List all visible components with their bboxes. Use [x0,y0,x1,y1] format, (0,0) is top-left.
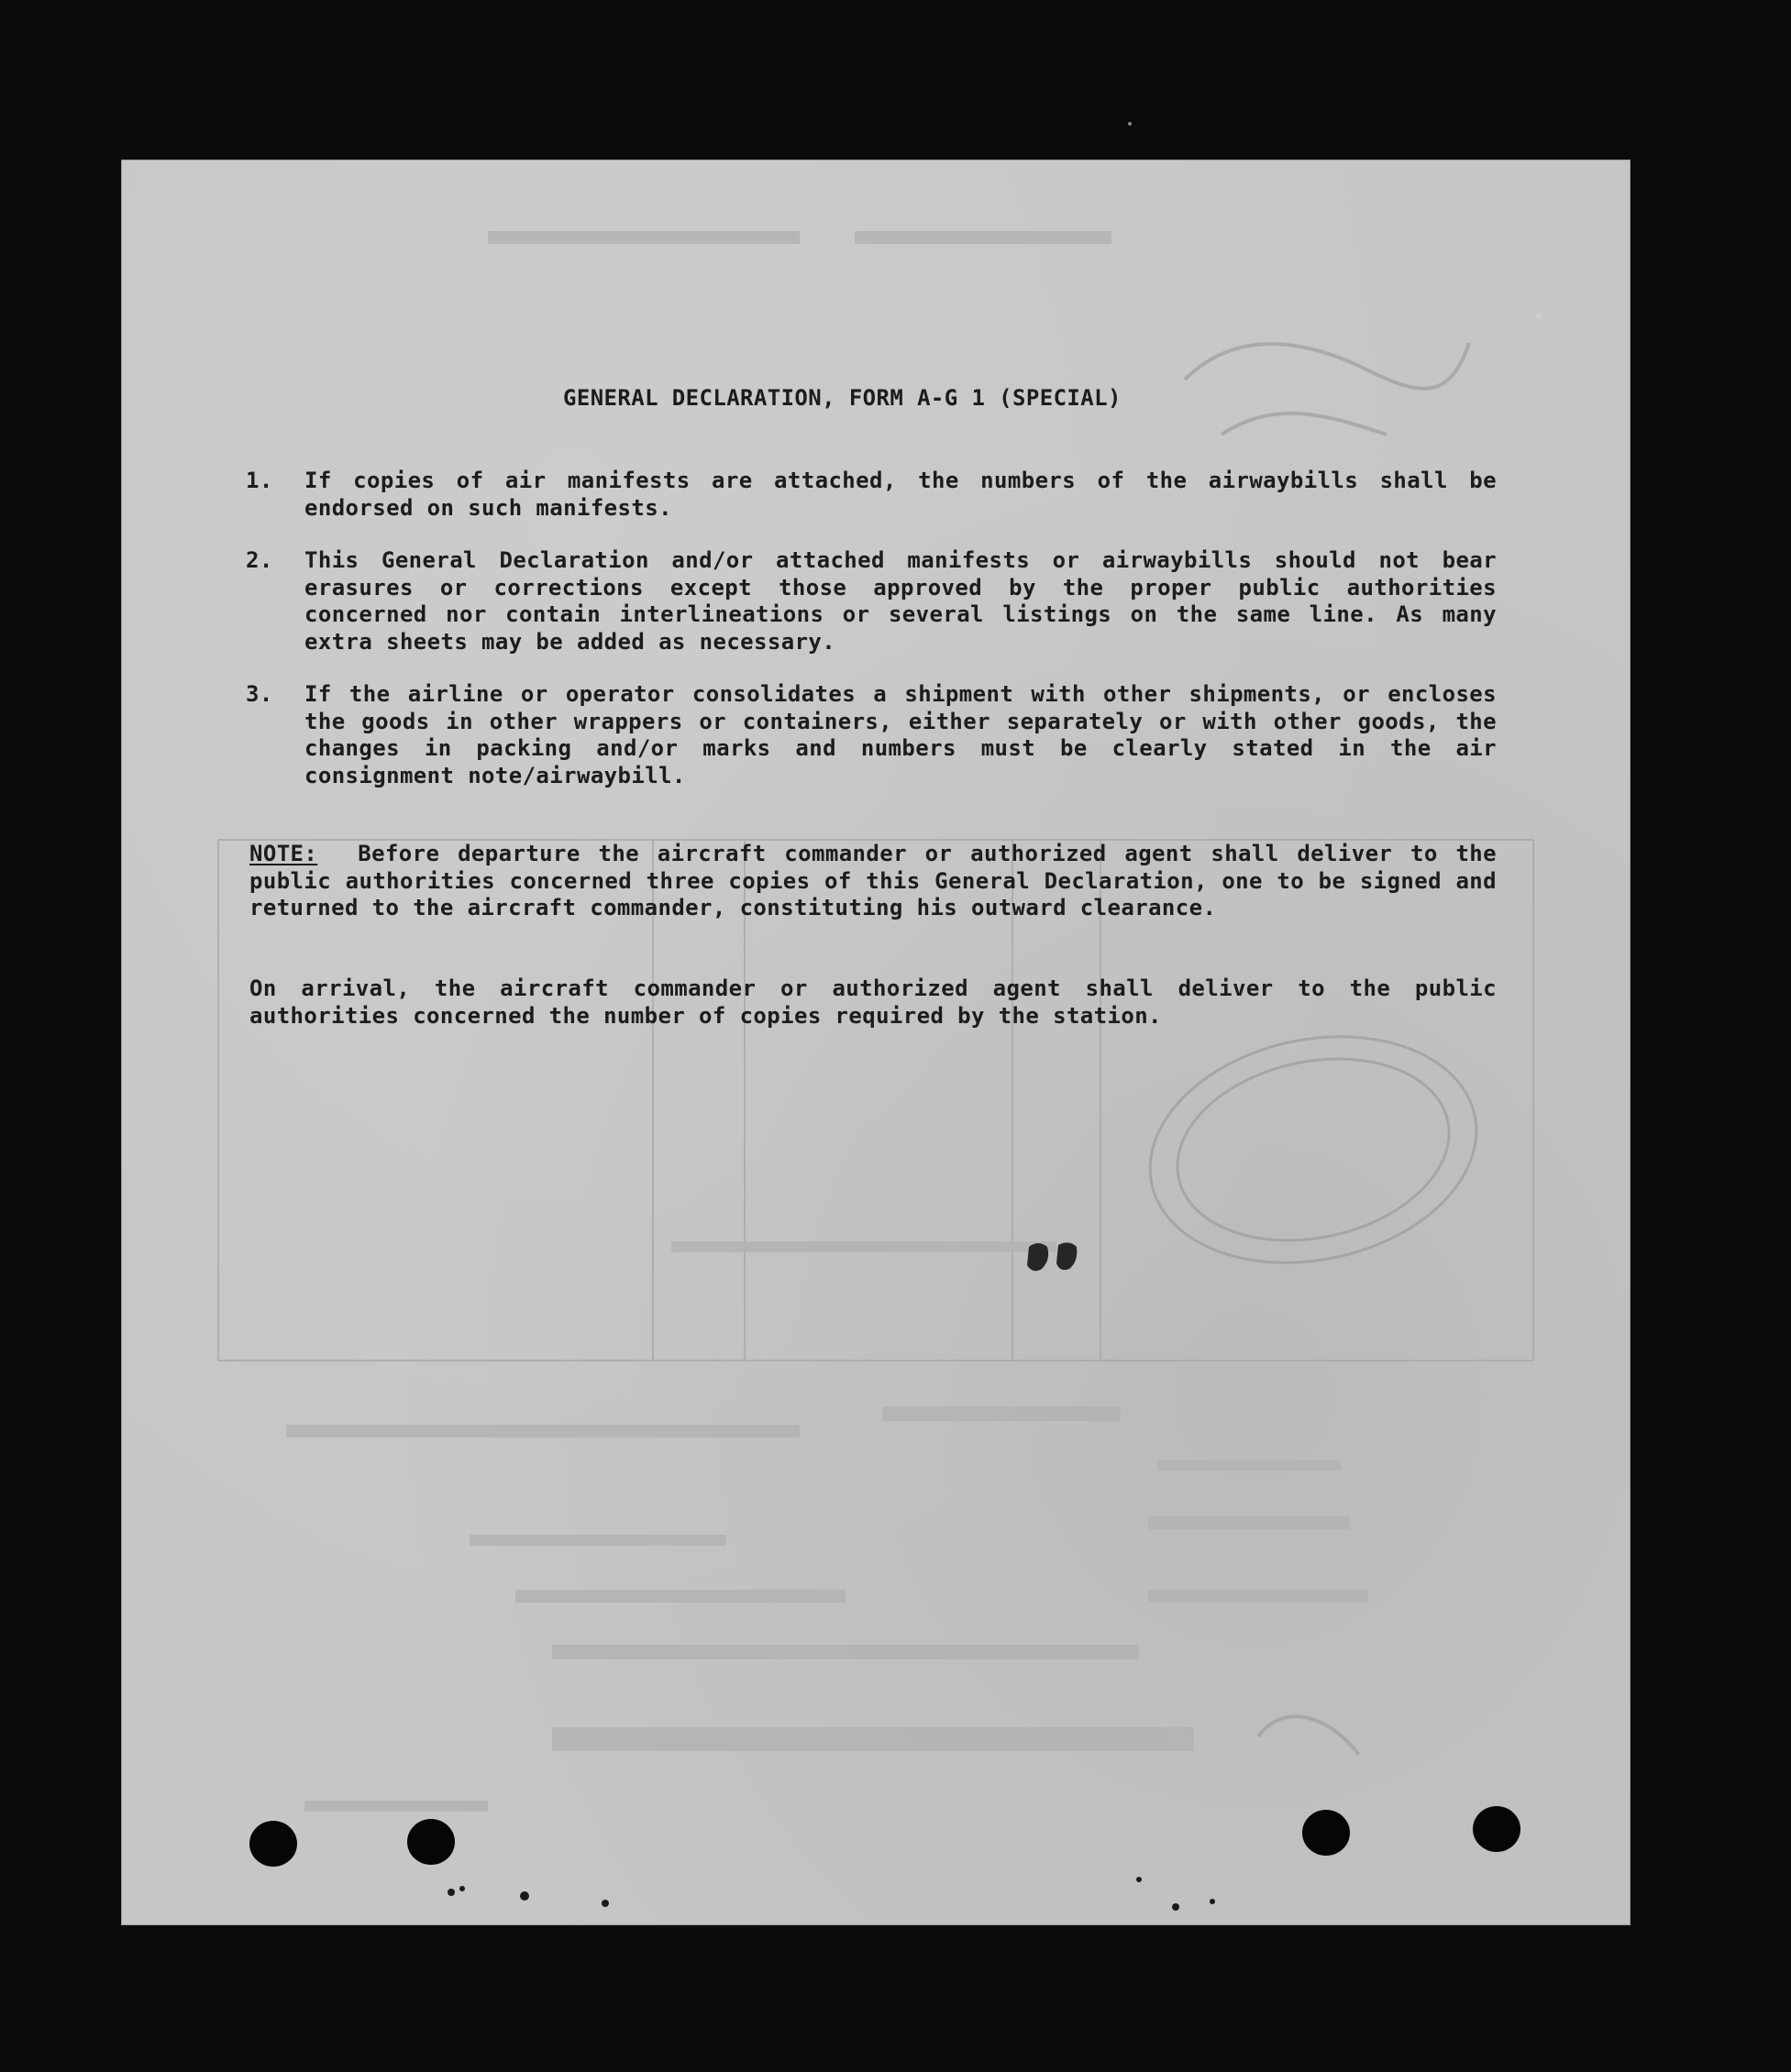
dust-speck [1128,122,1132,126]
document-page [121,160,1631,1925]
arrival-text: On arrival, the aircraft commander or authorized agent shall deliver to the public authorities concerned the number of copies required by the station. [249,975,1497,1029]
document-title: GENERAL DECLARATION, FORM A-G 1 (SPECIAL) [563,385,1122,411]
arrival-paragraph [249,975,1497,1030]
note-paragraph [249,841,1497,922]
item-text: If the airline or operator consolidates a shipment with other shipments, or encloses the goods in other wrappers or containers, either separately or with other goods, the changes in packing and/or marks and numbers must be clearly stated in the air consignment note/airwaybill. [304,681,1497,788]
punch-hole [1473,1806,1520,1852]
item-number: 1. [246,468,273,493]
note-label: NOTE: [249,841,318,866]
punch-hole [249,1821,297,1867]
item-number: 3. [246,681,273,707]
item-text: This General Declaration and/or attached manifests or airwaybills should not bear erasures or corrections except those approved by the proper public authorities concerned nor contain interlineations or several listings on the same line. As many extra sheets may be added as necessary. [304,547,1497,655]
dust-speck [1536,314,1542,319]
note-text: Before departure the aircraft commander or authorized agent shall deliver to the public authorities concerned three copies of this General Declaration, one to be signed and returned to the aircraft commander, constituting his outward clearance. [249,841,1497,920]
punch-hole [407,1819,455,1865]
item-text: If copies of air manifests are attached, the numbers of the airwaybills shall be endorsed on such manifests. [304,468,1497,521]
punch-hole [1302,1810,1350,1856]
bleed-through-marks [121,160,1631,1925]
item-number: 2. [246,547,273,573]
